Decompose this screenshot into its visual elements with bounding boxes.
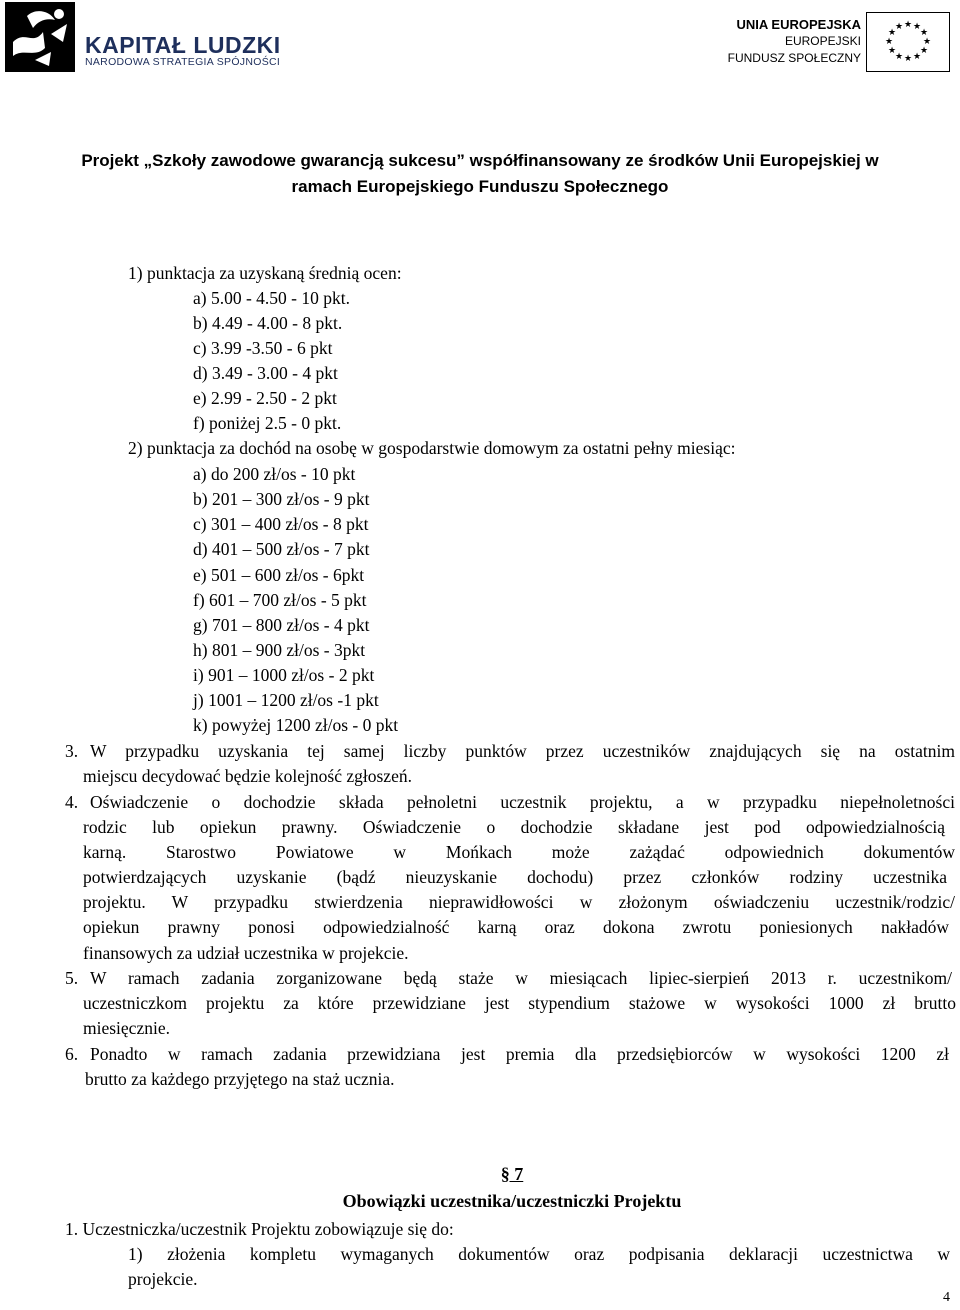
svg-text:★: ★: [887, 28, 897, 38]
paragraph-line: 1) złożenia kompletu wymaganych dokumentów oraz podpisania deklaracji uczestnictwa w: [128, 1244, 950, 1264]
svg-text:★: ★: [887, 46, 897, 56]
section1-heading: 1) punktacja za uzyskaną średnią ocen:: [128, 263, 402, 283]
project-title: [0, 148, 960, 200]
paragraph-number: 3.: [65, 741, 79, 761]
paragraph-line: miesięcznie.: [83, 1018, 170, 1038]
paragraph-line: potwierdzających uzyskanie (bądź nieuzyskanie dochodu) przez członków rodziny uczestnika: [83, 867, 947, 887]
section-number: [0, 1164, 960, 1185]
section-number-text: § 7: [500, 1164, 524, 1184]
logo-title: KAPITAŁ LUDZKI: [85, 32, 281, 58]
paragraph-line: Oświadczenie o dochodzie składa pełnoletni uczestnik projektu, a w przypadku niepełnoletności: [90, 792, 955, 812]
list-item: g) 701 – 800 zł/os - 4 pkt: [193, 615, 370, 635]
project-title-line2: ramach Europejskiego Funduszu Społecznego: [291, 177, 669, 196]
svg-text:★: ★: [903, 54, 913, 64]
list-item: f) 601 – 700 zł/os - 5 pkt: [193, 590, 367, 610]
list-item: e) 501 – 600 zł/os - 6pkt: [193, 565, 365, 585]
paragraph-number: 4.: [65, 792, 79, 812]
svg-text:★: ★: [919, 28, 929, 38]
eu-logo: [727, 12, 953, 74]
svg-text:★: ★: [894, 52, 904, 62]
list-item: c) 301 – 400 zł/os - 8 pkt: [193, 514, 369, 534]
section7-point1: 1. Uczestniczka/uczestnik Projektu zobowiązuje się do:: [65, 1219, 454, 1239]
list-item: h) 801 – 900 zł/os - 3pkt: [193, 640, 366, 660]
svg-text:★: ★: [912, 52, 922, 62]
paragraph-line: rodzic lub opiekun prawny. Oświadczenie o dochodzie składane jest pod odpowiedzialnością: [83, 817, 945, 837]
list-item: d) 401 – 500 zł/os - 7 pkt: [193, 539, 370, 559]
list-item: b) 4.49 - 4.00 - 8 pkt.: [193, 313, 343, 333]
list-item: f) poniżej 2.5 - 0 pkt.: [193, 413, 342, 433]
svg-text:★: ★: [912, 22, 922, 32]
paragraph-line: finansowych za udział uczestnika w projekcie.: [83, 943, 409, 963]
eu-logo-line1: UNIA EUROPEJSKA: [736, 17, 861, 32]
svg-text:★: ★: [919, 46, 929, 56]
paragraph-line: W ramach zadania zorganizowane będą staże w miesiącach lipiec-sierpień 2013 r. uczestnikom/: [90, 968, 952, 988]
paragraph-line: W przypadku uzyskania tej samej liczby punktów przez uczestników znajdujących się na ostatnim: [90, 741, 955, 761]
eu-logo-line3: FUNDUSZ SPOŁECZNY: [727, 51, 861, 65]
list-item: c) 3.99 -3.50 - 6 pkt: [193, 338, 333, 358]
page-number: 4: [943, 1290, 950, 1305]
project-title-line1: Projekt „Szkoły zawodowe gwarancją sukcesu” współfinansowany ze środków Unii Europejskiej w: [81, 151, 879, 170]
list-item: e) 2.99 - 2.50 - 2 pkt: [193, 388, 337, 408]
kapital-ludzki-emblem-icon: [5, 2, 75, 72]
eu-logo-line2: EUROPEJSKI: [784, 34, 861, 48]
logo-subtitle: NARODOWA STRATEGIA SPÓJNOŚCI: [85, 56, 281, 68]
svg-text:★: ★: [922, 37, 932, 47]
svg-text:★: ★: [894, 22, 904, 32]
section-title: Obowiązki uczestnika/uczestniczki Projektu: [342, 1191, 682, 1211]
list-item: k) powyżej 1200 zł/os - 0 pkt: [193, 715, 399, 735]
list-item: a) 5.00 - 4.50 - 10 pkt.: [193, 288, 350, 308]
paragraph-line: Ponadto w ramach zadania przewidziana jest premia dla przedsiębiorców w wysokości 1200 zł: [90, 1044, 949, 1064]
section2-heading: 2) punktacja za dochód na osobę w gospodarstwie domowym za ostatni pełny miesiąc:: [128, 438, 736, 458]
list-item: d) 3.49 - 3.00 - 4 pkt: [193, 363, 338, 383]
list-item: b) 201 – 300 zł/os - 9 pkt: [193, 489, 370, 509]
list-item: j) 1001 – 1200 zł/os -1 pkt: [193, 690, 379, 710]
paragraph-number: 6.: [65, 1044, 79, 1064]
list-item: a) do 200 zł/os - 10 pkt: [193, 464, 356, 484]
paragraph-line: brutto za każdego przyjętego na staż ucznia.: [85, 1069, 395, 1089]
paragraph-line: projekcie.: [128, 1269, 198, 1289]
paragraph-line: karną. Starostwo Powiatowe w Mońkach może zażądać odpowiednich dokumentów: [83, 842, 955, 862]
eu-flag-icon: [866, 12, 950, 72]
paragraph-line: miejscu decydować będzie kolejność zgłoszeń.: [83, 766, 412, 786]
paragraph-line: opiekun prawny ponosi odpowiedzialność karną oraz dokona zwrotu poniesionych nakładów: [83, 917, 949, 937]
paragraph-line: uczestniczkom projektu za które przewidziane jest stypendium stażowe w wysokości 1000 zł brutto: [83, 993, 956, 1013]
kapital-ludzki-logo: [5, 2, 281, 72]
list-item: i) 901 – 1000 zł/os - 2 pkt: [193, 665, 375, 685]
paragraph-number: 5.: [65, 968, 79, 988]
svg-text:★: ★: [884, 37, 894, 47]
eu-logo-text: [728, 16, 861, 67]
paragraph-line: projektu. W przypadku stwierdzenia nieprawidłowości w złożonym oświadczeniu uczestnik/rodzic/: [83, 892, 955, 912]
svg-text:★: ★: [903, 20, 913, 30]
